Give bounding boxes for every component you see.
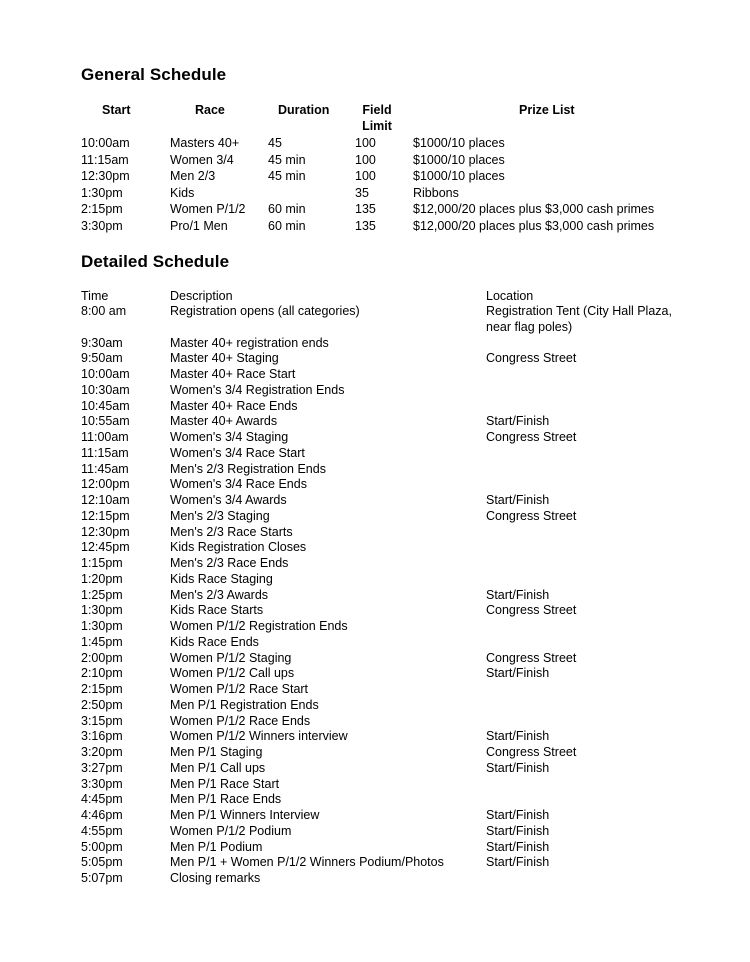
detailed-table-row [0, 509, 750, 525]
detailed-table-row [0, 336, 750, 352]
detailed-cell-location: Congress Street [486, 508, 577, 523]
general-cell-start: 10:00am [81, 136, 130, 150]
detailed-table-row [0, 383, 750, 399]
detailed-cell-description: Women P/1/2 Winners interview [170, 729, 348, 744]
detailed-table-row [0, 603, 750, 619]
detailed-cell-description: Master 40+ Staging [170, 351, 279, 366]
general-cell-race: Men 2/3 [170, 169, 216, 183]
detailed-table-row [0, 777, 750, 793]
detailed-cell-time: 9:50am [81, 351, 123, 366]
general-schedule-table [0, 135, 750, 234]
general-cell-start: 2:15pm [81, 202, 123, 216]
detailed-cell-time: 5:00pm [81, 839, 123, 854]
detailed-cell-time: 12:30pm [81, 524, 130, 539]
detailed-cell-description: Women P/1/2 Race Start [170, 682, 309, 696]
detailed-cell-description: Men P/1 Registration Ends [170, 697, 319, 712]
general-cell-start: 3:30pm [81, 218, 123, 233]
detailed-cell-time: 1:30pm [81, 619, 123, 633]
detailed-cell-time: 12:45pm [81, 540, 130, 555]
detailed-cell-description: Women P/1/2 Staging [170, 650, 292, 665]
detailed-cell-description: Master 40+ Awards [170, 414, 278, 429]
detailed-cell-description: Men's 2/3 Awards [170, 587, 269, 602]
detailed-table-row [0, 729, 750, 745]
detailed-cell-location: Start/Finish [486, 839, 550, 854]
detailed-cell-time: 5:07pm [81, 871, 123, 885]
detailed-cell-location: Start/Finish [486, 587, 550, 602]
detailed-table-row [0, 855, 750, 871]
detailed-schedule-title: Detailed Schedule [81, 252, 230, 271]
detailed-cell-description: Master 40+ Race Ends [170, 398, 298, 413]
detailed-cell-time: 10:30am [81, 382, 130, 397]
detailed-table-row [0, 714, 750, 730]
detailed-cell-description: Men's 2/3 Race Starts [170, 524, 293, 539]
general-cell-field-limit: 100 [355, 169, 376, 183]
detailed-table-row [0, 666, 750, 682]
detailed-table-row [0, 792, 750, 808]
detailed-table-row [0, 414, 750, 430]
detailed-cell-description: Closing remarks [170, 871, 261, 885]
detailed-cell-time: 4:45pm [81, 792, 123, 807]
general-table-row [0, 218, 750, 235]
general-cell-race: Masters 40+ [170, 136, 240, 150]
detailed-cell-location: Congress Street [486, 430, 577, 444]
detailed-cell-description: Men P/1 Staging [170, 745, 263, 759]
detailed-cell-time: 9:30am [81, 335, 123, 350]
general-cell-race: Women P/1/2 [170, 202, 246, 216]
general-cell-duration: 60 min [268, 218, 306, 233]
detailed-cell-time: 1:15pm [81, 556, 123, 570]
detailed-cell-time: 1:45pm [81, 634, 123, 649]
detailed-cell-location: Congress Street [486, 351, 577, 366]
detailed-table-row [0, 651, 750, 667]
detailed-cell-time: 3:20pm [81, 745, 123, 759]
detailed-cell-description: Women P/1/2 Registration Ends [170, 619, 348, 633]
detailed-cell-description: Men P/1 Race Ends [170, 792, 282, 807]
detailed-cell-location: Registration Tent (City Hall Plaza, near flag poles) [486, 304, 672, 334]
detailed-cell-location: Start/Finish [486, 666, 550, 681]
detailed-cell-location: Congress Street [486, 603, 577, 618]
general-header-duration: Duration [278, 103, 330, 117]
detailed-cell-description: Men P/1 + Women P/1/2 Winners Podium/Photos [170, 855, 444, 870]
detailed-cell-time: 2:10pm [81, 666, 123, 681]
detailed-cell-time: 11:00am [81, 430, 129, 444]
detailed-table-row [0, 682, 750, 698]
general-cell-field-limit: 100 [355, 136, 376, 150]
detailed-header-description: Description [170, 289, 233, 303]
detailed-table-row [0, 619, 750, 635]
general-table-row [0, 135, 750, 152]
detailed-table-row [0, 477, 750, 493]
detailed-cell-time: 2:15pm [81, 682, 123, 696]
detailed-cell-description: Master 40+ Race Start [170, 367, 296, 381]
detailed-table-row [0, 446, 750, 462]
detailed-table-row [0, 588, 750, 604]
detailed-cell-description: Women P/1/2 Race Ends [170, 713, 311, 728]
detailed-cell-description: Women's 3/4 Awards [170, 493, 287, 507]
detailed-cell-description: Men P/1 Podium [170, 839, 263, 854]
general-header-start: Start [102, 103, 131, 117]
detailed-table-row [0, 745, 750, 761]
detailed-cell-time: 3:27pm [81, 760, 123, 775]
general-table-row [0, 168, 750, 185]
detailed-cell-time: 11:45am [81, 461, 129, 476]
detailed-cell-time: 8:00 am [81, 304, 127, 318]
general-cell-prize: $12,000/20 places plus $3,000 cash primes [413, 218, 655, 233]
general-cell-field-limit: 135 [355, 202, 376, 216]
general-cell-field-limit: 100 [355, 152, 376, 167]
general-cell-prize: $1000/10 places [413, 136, 505, 150]
general-header-field-limit-line2: Limit [362, 119, 392, 133]
detailed-table-row [0, 430, 750, 446]
detailed-table-row [0, 698, 750, 714]
detailed-cell-time: 3:16pm [81, 729, 123, 744]
general-table-row [0, 201, 750, 218]
detailed-table-row [0, 871, 750, 887]
detailed-table-row [0, 824, 750, 840]
detailed-table-row [0, 493, 750, 509]
detailed-table-row [0, 462, 750, 478]
detailed-cell-description: Women's 3/4 Race Start [170, 445, 305, 460]
detailed-table-row [0, 761, 750, 777]
detailed-schedule-table [0, 304, 750, 887]
detailed-cell-location: Start/Finish [486, 493, 550, 507]
detailed-cell-time: 1:20pm [81, 571, 123, 586]
detailed-header-location: Location [486, 289, 534, 303]
detailed-cell-description: Men P/1 Race Start [170, 776, 280, 791]
detailed-cell-description: Women's 3/4 Race Ends [170, 477, 307, 492]
detailed-cell-location: Start/Finish [486, 808, 550, 822]
general-cell-race: Women 3/4 [170, 152, 234, 167]
general-table-row [0, 185, 750, 202]
detailed-header-time: Time [81, 289, 109, 303]
general-cell-field-limit: 35 [355, 185, 369, 200]
general-cell-duration: 45 min [268, 152, 306, 167]
detailed-cell-time: 1:25pm [81, 587, 123, 602]
general-cell-start: 11:15am [81, 152, 129, 167]
detailed-cell-location: Start/Finish [486, 855, 550, 870]
general-cell-prize: $1000/10 places [413, 169, 505, 183]
detailed-table-row [0, 304, 750, 336]
detailed-cell-description: Women P/1/2 Podium [170, 823, 292, 838]
detailed-cell-time: 5:05pm [81, 855, 123, 870]
detailed-cell-time: 1:30pm [81, 603, 123, 618]
general-cell-prize: $1000/10 places [413, 152, 505, 167]
detailed-cell-time: 4:55pm [81, 823, 123, 838]
detailed-cell-location: Congress Street [486, 650, 577, 665]
detailed-cell-description: Registration opens (all categories) [170, 304, 360, 318]
detailed-table-row [0, 635, 750, 651]
detailed-cell-location: Start/Finish [486, 823, 550, 838]
detailed-cell-time: 4:46pm [81, 808, 123, 822]
general-header-field-limit [360, 102, 394, 134]
detailed-cell-location: Start/Finish [486, 760, 550, 775]
detailed-cell-time: 11:15am [81, 445, 129, 460]
detailed-table-row [0, 525, 750, 541]
general-cell-race: Kids [170, 185, 195, 200]
detailed-cell-description: Women P/1/2 Call ups [170, 666, 295, 681]
general-cell-field-limit: 135 [355, 218, 376, 233]
general-table-row [0, 152, 750, 169]
general-cell-prize: Ribbons [413, 185, 459, 200]
detailed-cell-description: Kids Race Staging [170, 571, 273, 586]
detailed-cell-description: Kids Registration Closes [170, 540, 307, 555]
detailed-cell-description: Women's 3/4 Registration Ends [170, 382, 345, 397]
detailed-table-row [0, 351, 750, 367]
detailed-table-row [0, 367, 750, 383]
detailed-cell-time: 10:55am [81, 414, 130, 429]
general-cell-duration: 45 [268, 136, 282, 150]
general-cell-duration: 60 min [268, 202, 306, 216]
detailed-cell-time: 10:00am [81, 367, 130, 381]
detailed-table-row [0, 808, 750, 824]
detailed-cell-description: Men P/1 Call ups [170, 760, 266, 775]
detailed-table-row [0, 540, 750, 556]
detailed-cell-time: 12:15pm [81, 508, 130, 523]
detailed-cell-description: Men's 2/3 Registration Ends [170, 461, 326, 476]
general-header-prize-list: Prize List [519, 103, 575, 117]
detailed-cell-location: Start/Finish [486, 414, 550, 429]
general-cell-race: Pro/1 Men [170, 218, 228, 233]
general-header-field-limit-line1: Field [362, 103, 392, 117]
detailed-cell-time: 12:00pm [81, 477, 130, 492]
detailed-table-row [0, 556, 750, 572]
detailed-cell-time: 3:15pm [81, 713, 123, 728]
detailed-cell-time: 2:50pm [81, 697, 123, 712]
detailed-cell-description: Kids Race Starts [170, 603, 264, 618]
detailed-cell-description: Men P/1 Winners Interview [170, 808, 320, 822]
general-cell-duration: 45 min [268, 169, 306, 183]
detailed-table-row [0, 572, 750, 588]
detailed-cell-location: Start/Finish [486, 729, 550, 744]
general-cell-prize: $12,000/20 places plus $3,000 cash primes [413, 202, 655, 216]
detailed-table-row [0, 399, 750, 415]
detailed-cell-time: 12:10am [81, 493, 130, 507]
general-header-race: Race [195, 103, 225, 117]
general-cell-start: 12:30pm [81, 169, 130, 183]
detailed-cell-description: Men's 2/3 Staging [170, 508, 270, 523]
general-cell-start: 1:30pm [81, 185, 123, 200]
detailed-cell-location: Congress Street [486, 745, 577, 759]
detailed-cell-description: Men's 2/3 Race Ends [170, 556, 289, 570]
detailed-cell-description: Master 40+ registration ends [170, 335, 329, 350]
detailed-cell-time: 2:00pm [81, 650, 123, 665]
detailed-cell-description: Women's 3/4 Staging [170, 430, 289, 444]
detailed-table-row [0, 840, 750, 856]
detailed-cell-time: 3:30pm [81, 776, 123, 791]
detailed-cell-time: 10:45am [81, 398, 130, 413]
detailed-cell-description: Kids Race Ends [170, 634, 259, 649]
general-schedule-title: General Schedule [81, 65, 227, 84]
